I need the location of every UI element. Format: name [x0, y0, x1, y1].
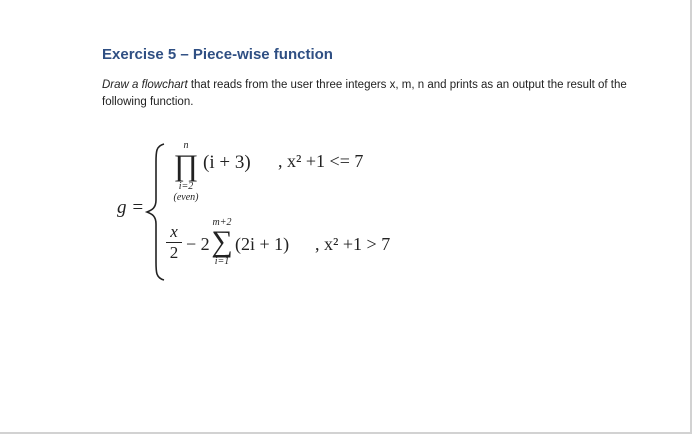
case2-condition: , x² +1 > 7 [315, 234, 391, 254]
fraction-numerator: x [170, 222, 178, 241]
fraction [166, 223, 182, 262]
sum-upper-limit: m+2 [212, 217, 232, 228]
product-operator [166, 141, 206, 203]
case1-condition: , x² +1 <= 7 [278, 151, 364, 171]
product-upper-limit: n [183, 140, 189, 151]
product-lower-limit: i=2 [178, 181, 194, 192]
product-symbol: ∏ [173, 149, 199, 182]
fraction-denominator: 2 [169, 243, 179, 262]
instruction-emphasis: Draw a flowchart [102, 79, 188, 91]
instruction-text: that reads from the user three integers x, m, n and prints as an output the result of the following function. [102, 79, 627, 108]
sum-operator [209, 217, 235, 267]
left-brace [144, 142, 166, 282]
product-condition: (even) [173, 192, 199, 203]
sum-symbol: ∑ [211, 225, 233, 258]
exercise-title: Exercise 5 – Piece-wise function [102, 46, 333, 63]
sum-lower-limit: i=1 [214, 256, 230, 267]
sum-expression: (2i + 1) [235, 234, 290, 254]
exercise-instruction [102, 77, 632, 111]
minus-coefficient: − 2 [186, 234, 210, 254]
product-expression: (i + 3) [203, 152, 251, 173]
formula-lhs: g = [117, 197, 145, 218]
